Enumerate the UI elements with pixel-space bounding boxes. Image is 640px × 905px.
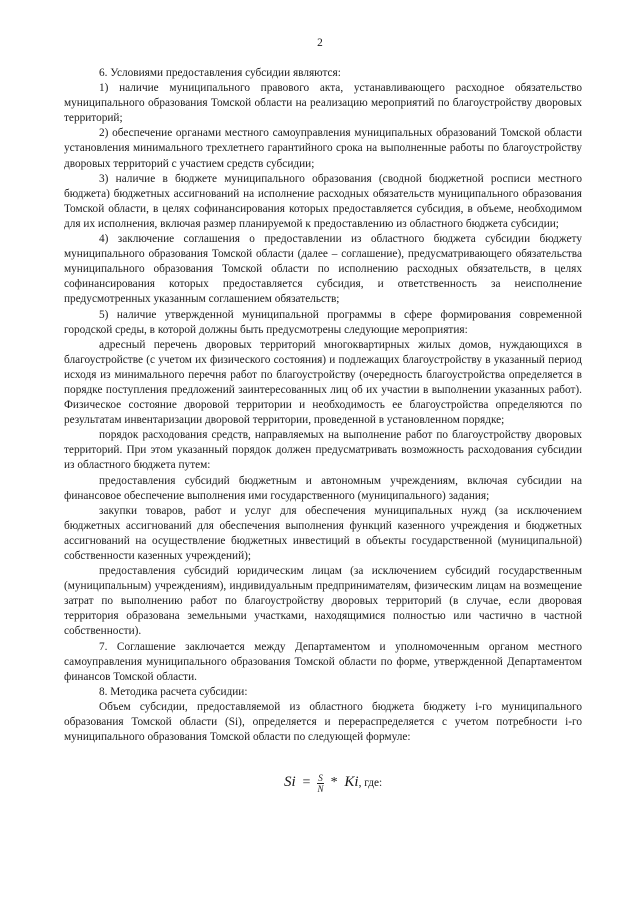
paragraph: 6. Условиями предоставления субсидии являются:: [99, 67, 341, 79]
paragraph: 2) обеспечение органами местного самоуправления муниципальных образований Томской области установления минимального трехлетнего гарантийного срока на выполненные работы по благоустройству дворовых территорий с участием средств субсидии;: [64, 127, 582, 170]
paragraph: предоставления субсидий юридическим лицам (за исключением субсидий государственным (муниципальным) учреждениям), индивидуальным предпринимателям, физическим лицам на возмещение затрат по выполнению работ по благоустройству дворовых территорий (в случае, если дворовая территория образована земельными участками, находящимися полностью или частично в частной собственности).: [64, 565, 582, 638]
paragraph: Объем субсидии, предоставляемой из областного бюджета бюджету i-го муниципального образования Томской области (Si), определяется и перераспределяется с учетом потребности i-го муниципального образования Томской области по следующей формуле:: [64, 700, 582, 744]
formula-rhs: Ki: [344, 774, 359, 791]
paragraph: адресный перечень дворовых территорий многоквартирных жилых домов, нуждающихся в благоустройстве (с учетом их физического состояния) и подлежащих благоустройству в указанный период исходя из минимального перечня работ по благоустройству (очередность благоустройства определяется в порядке поступления предложений заинтересованных лиц об их участии в выполнении указанных работ). Физическое состояние дворовой территории и необходимость ее благоустройства определяются по результатам инвентаризации дворовой территории, проведенной в установленном порядке;: [64, 338, 582, 427]
document-body: [64, 66, 582, 803]
formula-equals: =: [302, 775, 311, 791]
paragraph: порядок расходования средств, направляемых на выполнение работ по благоустройству дворовых территорий. При этом указанный порядок должен предусматривать возможность расходования субсидии из областного бюджета путем:: [64, 429, 582, 472]
paragraph: закупки товаров, работ и услуг для обеспечения муниципальных нужд (за исключением бюджетных ассигнований для обеспечения выполнения функций казенного учреждения и бюджетных ассигнований на осуществление бюджетных инвестиций в объекты государственной (муниципальной) собственности казенных учреждений);: [64, 504, 582, 562]
subsidy-formula: [284, 773, 582, 803]
paragraph: 4) заключение соглашения о предоставлении из областного бюджета субсидии бюджету муниципального образования Томской области (далее – соглашение), предусматривающего обязательства муниципального образования Томской области по исполнению расходных обязательств, в целях софинансирования которых предоставляется субсидия, и ответственность за неисполнение предусмотренных указанным соглашением обязательств;: [64, 233, 582, 306]
paragraph: 5) наличие утвержденной муниципальной программы в сфере формирования современной городской среды, в которой должны быть предусмотрены следующие мероприятия:: [64, 308, 582, 336]
paragraph: 3) наличие в бюджете муниципального образования (сводной бюджетной росписи местного бюджета) бюджетных ассигнований на исполнение расходных обязательств муниципального образования Томской области, в целях софинансирования которых предоставляется субсидия, в объеме, необходимом для их исполнения, включая размер планируемой к предоставлению из областного бюджета субсидии;: [64, 172, 582, 230]
paragraph: предоставления субсидий бюджетным и автономным учреждениям, включая субсидии на финансовое обеспечение выполнения ими государственного (муниципального) задания;: [64, 474, 582, 502]
formula-numerator: S: [318, 773, 323, 784]
paragraph: 1) наличие муниципального правового акта, устанавливающего расходное обязательство муниципального образования Томской области на реализацию мероприятий по благоустройству дворовых территорий;: [64, 82, 582, 125]
formula-fraction: [317, 773, 324, 794]
formula-denominator: N: [317, 784, 324, 795]
formula-lhs: Si: [284, 774, 296, 791]
paragraph: 8. Методика расчета субсидии:: [99, 685, 248, 698]
page-number: 2: [317, 37, 323, 49]
paragraph: 7. Соглашение заключается между Департаментом и уполномоченным органом местного самоуправления муниципального образования Томской области по форме, утвержденной Департаментом финансов Томской области.: [64, 640, 582, 683]
formula-suffix: , где:: [358, 777, 383, 790]
formula-times: *: [330, 775, 338, 791]
